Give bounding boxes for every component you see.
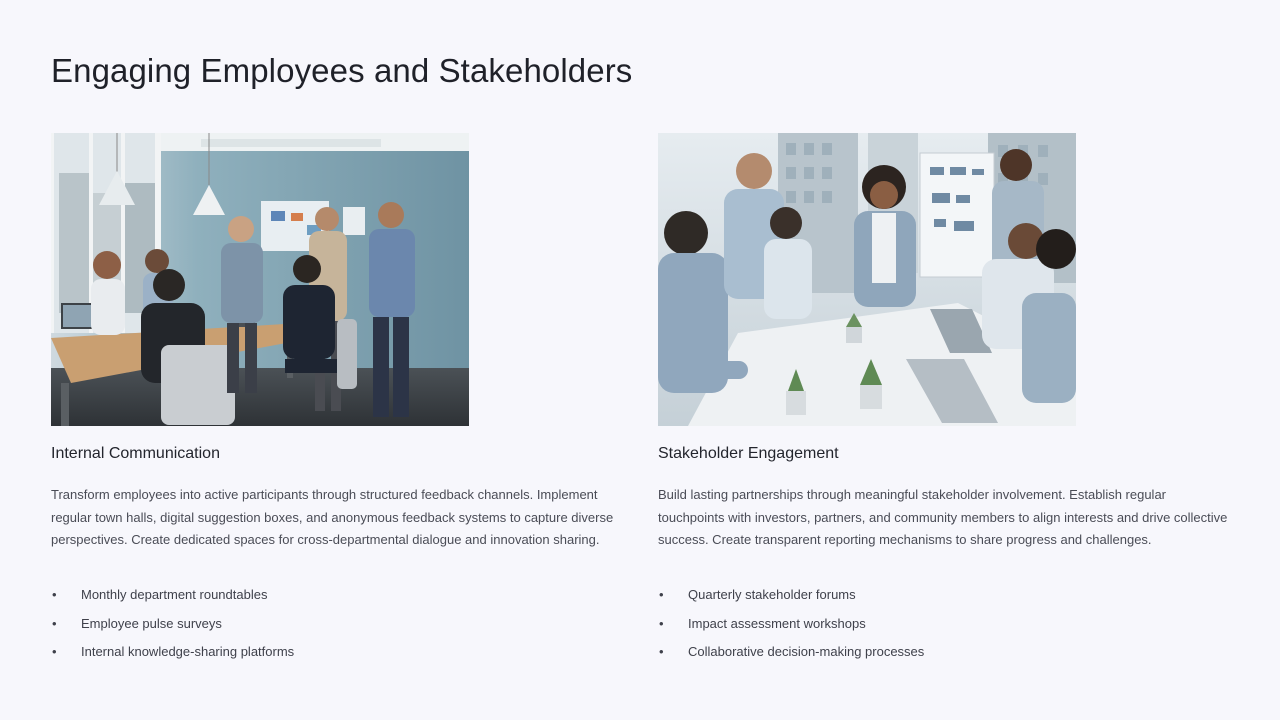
list-item: • Impact assessment workshops — [658, 614, 924, 643]
stakeholder-engagement-heading: Stakeholder Engagement — [658, 445, 839, 462]
internal-communication-bullets — [51, 585, 294, 671]
list-item: • Collaborative decision-making processes — [658, 642, 924, 671]
internal-communication-heading: Internal Communication — [51, 445, 220, 462]
bullet-icon: • — [52, 644, 57, 659]
stakeholder-workshop-photo — [658, 133, 1076, 426]
team-meeting-photo — [51, 133, 469, 426]
list-item: • Monthly department roundtables — [51, 585, 294, 614]
internal-communication-column — [51, 133, 626, 659]
bullet-icon: • — [659, 587, 664, 602]
bullet-icon: • — [52, 587, 57, 602]
stakeholder-engagement-column — [658, 133, 1233, 659]
bullet-icon: • — [52, 615, 57, 631]
list-item: • Employee pulse surveys — [51, 614, 294, 643]
bullet-icon: • — [659, 644, 664, 659]
stakeholder-engagement-bullets — [658, 585, 924, 671]
internal-communication-body: Transform employees into active participants through structured feedback channels. Implement regular town halls, digital suggestion boxes, and anonymous feedback systems to capture diverse perspectives. Create dedicated spaces for cross-departmental dialogue and innovation sharing. — [51, 487, 614, 547]
list-item: • Internal knowledge-sharing platforms — [51, 642, 294, 671]
bullet-icon: • — [659, 615, 664, 631]
stakeholder-engagement-body: Build lasting partnerships through meaningful stakeholder involvement. Establish regular touchpoints with investors, partners, and community members to align interests and drive collective success. Create transparent reporting mechanisms to share progress and challenges. — [658, 487, 1228, 547]
slide-title: Engaging Employees and Stakeholders — [51, 52, 633, 89]
list-item: • Quarterly stakeholder forums — [658, 585, 924, 614]
